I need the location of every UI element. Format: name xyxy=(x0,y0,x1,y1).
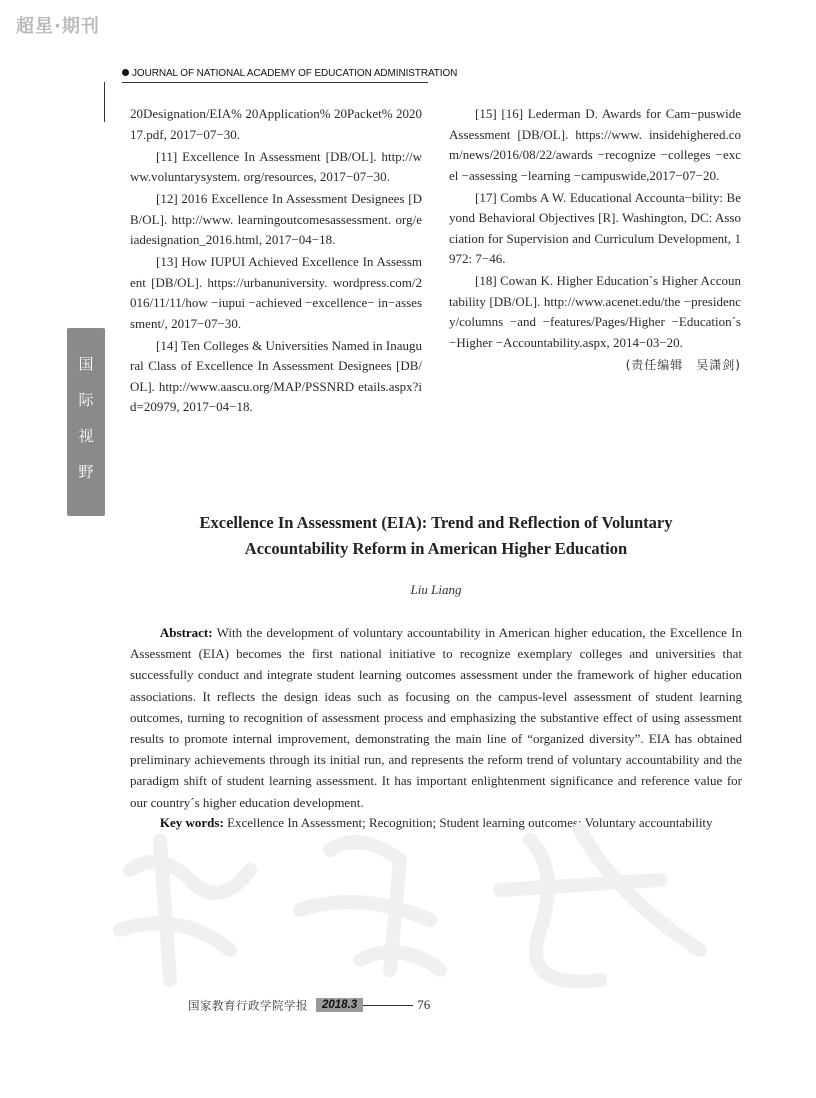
references-right-column xyxy=(449,104,741,376)
reference-item: [12] 2016 Excellence In Assessment Designees [DB/OL]. http://www. learningoutcomesassessment. org/eiadesignation_2016.html, 2017−04−18. xyxy=(130,191,422,247)
journal-header xyxy=(122,68,458,83)
title-line-2: Accountability Reform in American Higher Education xyxy=(244,539,628,558)
header-rule xyxy=(104,82,105,122)
reference-item: [17] Combs A W. Educational Accounta−bility: Beyond Behavioral Objectives [R]. Washington, DC: Association for Supervision and Curriculum Development, 1972: 7−46. xyxy=(449,189,741,266)
footer-issue-badge: 2018.3 xyxy=(316,998,363,1012)
abstract-text: With the development of voluntary accountability in American higher education, the Excellence In Assessment (EIA) becomes the first national initiative to recognize exemplary colleges and universities that successfully conduct and integrate student learning outcomes assessment under the framework of higher education associations. It reflects the design ideas such as focusing on the campus-level assessment of student learning outcomes, turning to recognition of assessment process and emphasizing the substantive effect of using assessment results to promote internal improvement, demonstrating the main line of “organized diversity”. EIA has obtained preliminary achievements through its initial run, and represents the reform trend of voluntary accountability and the paradigm shift of student learning assessment. It has important enlightenment significance and reference value for our country´s higher education development. xyxy=(130,625,742,810)
reference-item: 20Designation/EIA% 20Application% 20Packet% 202017.pdf, 2017−07−30. xyxy=(130,106,422,142)
side-tab-chars xyxy=(67,346,105,490)
side-tab-char: 际 xyxy=(78,391,94,409)
background-calligraphy-decoration xyxy=(100,810,740,990)
side-tab-char: 视 xyxy=(78,427,94,445)
reference-item: [11] Excellence In Assessment [DB/OL]. http://www.voluntarysystem. org/resources, 2017−07−30. xyxy=(130,148,422,184)
editor-credit: (责任编辑 吴潇剑) xyxy=(625,358,741,372)
bullet-icon xyxy=(122,69,129,76)
author-name: Liu Liang xyxy=(410,582,462,597)
keywords-text: Excellence In Assessment; Recognition; Student learning outcomes; Voluntary accountability xyxy=(223,815,713,830)
section-side-tab xyxy=(67,328,105,516)
footer-journal-name: 国家教育行政学院学报 xyxy=(188,998,308,1013)
reference-item: [18] Cowan K. Higher Education`s Higher Accountability [DB/OL]. http://www.acenet.edu/the −presidency/columns −and −features/Pages/Higher −Education´s −Higher −Accountability.aspx, 2014−03−20. xyxy=(449,273,741,350)
reference-item: [14] Ten Colleges & Universities Named in Inaugural Class of Excellence In Assessment Designees [DB/OL]. http://www.aascu.org/MAP/PSSNRD etails.aspx?id=20979, 2017−04−18. xyxy=(130,337,422,414)
side-tab-char: 国 xyxy=(78,355,94,373)
abstract-label: Abstract: xyxy=(159,625,213,640)
footer-rule xyxy=(363,1005,413,1006)
page-footer xyxy=(188,997,430,1017)
reference-item: [13] How IUPUI Achieved Excellence In Assessment [DB/OL]. https://urbanuniversity. wordpress.com/2016/11/11/how −iupui −achieved −excellence− in−assessment/, 2017−07−30. xyxy=(130,254,423,331)
page-number: 76 xyxy=(417,997,431,1013)
side-tab-char: 野 xyxy=(78,463,94,481)
reference-item: [15] [16] Lederman D. Awards for Cam−puswide Assessment [DB/OL]. https://www. insidehighered.com/news/2016/08/22/awards −recognize −colleges −excel −assessing −learning −campuswide,2017−07−20. xyxy=(449,106,741,183)
references-left-column xyxy=(130,104,422,419)
keywords xyxy=(130,812,742,833)
title-line-1: Excellence In Assessment (EIA): Trend and Reflection of Voluntary xyxy=(199,513,673,532)
abstract xyxy=(130,622,742,813)
keywords-label: Key words: xyxy=(159,815,224,830)
watermark-logo: 超星·期刊 xyxy=(16,16,100,37)
journal-header-text: JOURNAL OF NATIONAL ACADEMY OF EDUCATION ADMINISTRATION xyxy=(132,68,458,79)
article-title xyxy=(130,510,742,562)
